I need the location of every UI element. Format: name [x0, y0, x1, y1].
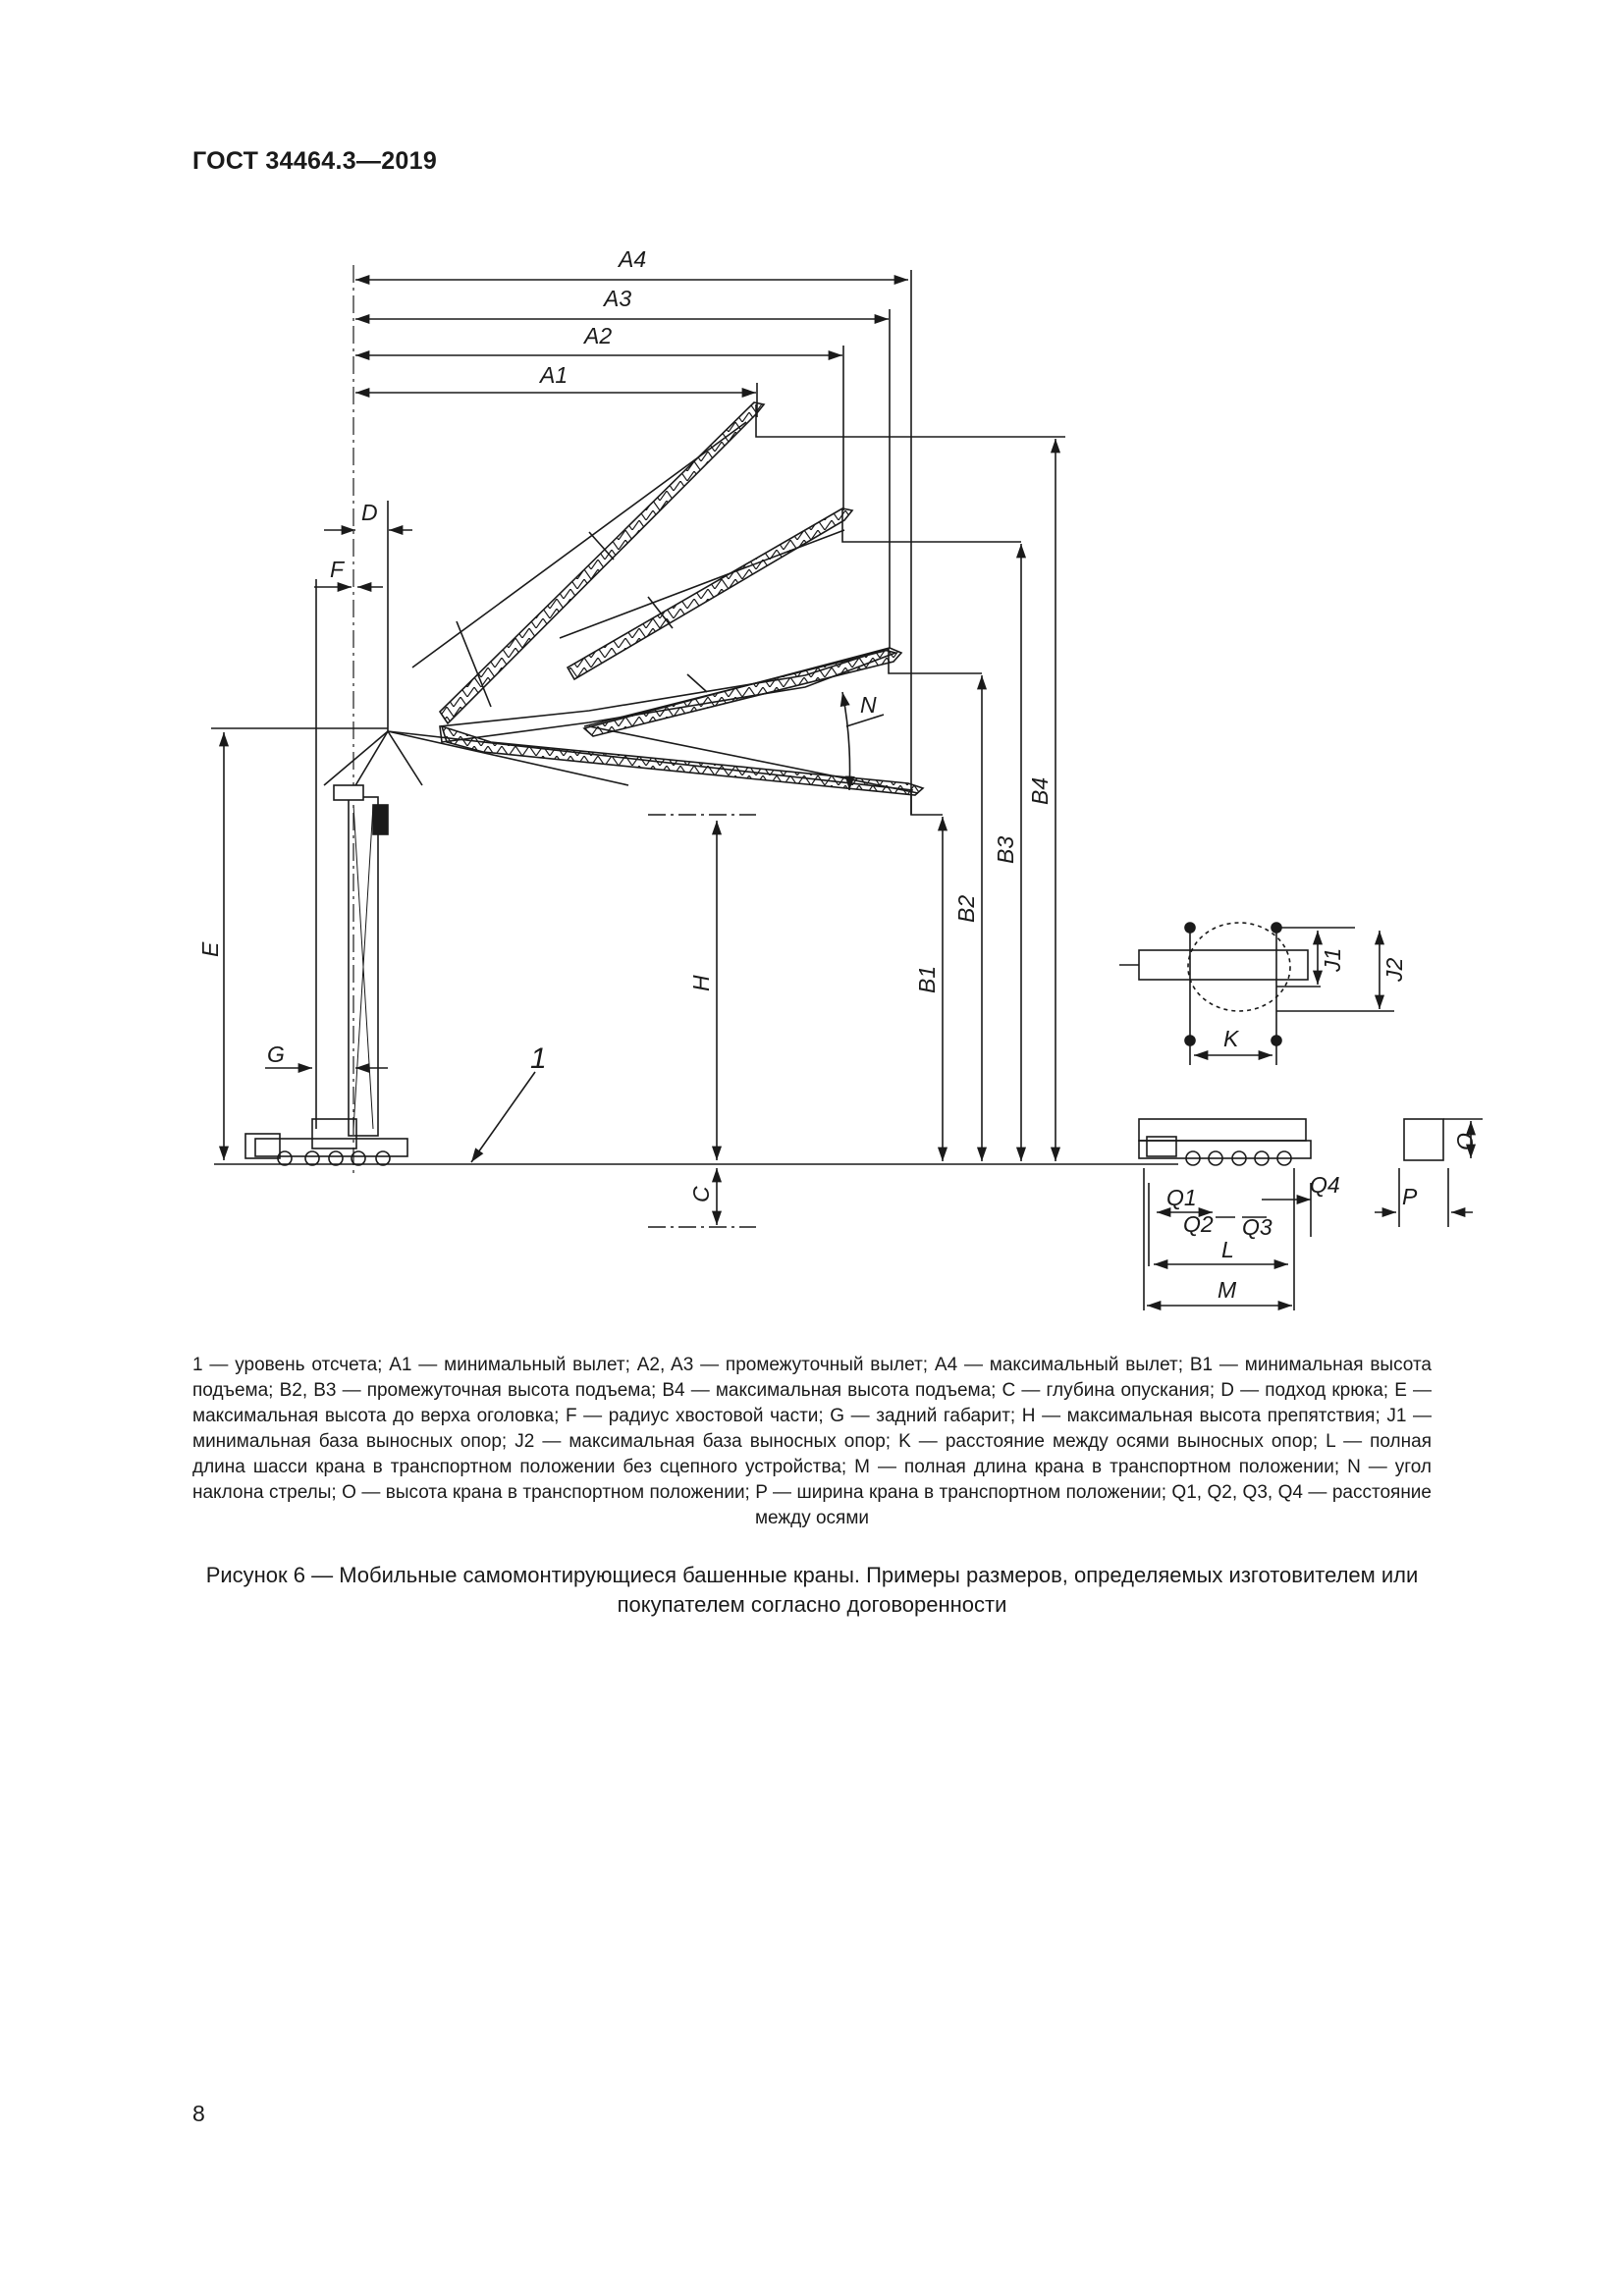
label-Q4: Q4 [1310, 1172, 1340, 1198]
label-G: G [267, 1041, 285, 1067]
label-B1: B1 [914, 965, 940, 993]
boom-positions [388, 402, 1065, 815]
label-M: M [1218, 1277, 1237, 1303]
label-K: K [1223, 1026, 1239, 1051]
label-O: O [1452, 1133, 1478, 1150]
label-B3: B3 [993, 835, 1018, 864]
figure-legend: 1 — уровень отсчета; A1 — минимальный вылет; A2, A3 — промежуточный вылет; A4 — максимальный вылет; B1 — минимальная высота подъема; B2, B3 — промежуточная высота подъема; B4 — максимальная высота подъема; C — глубина опускания; D — подход крюка; E — максимальная высота до верха оголовка; F — радиус хвостовой части; G — задний габарит; H — максимальная высота препятствия; J1 — минимальная база выносных опор; J2 — максимальная база выносных опор; K — расстояние между осями выносных опор; L — полная длина шасси крана в транспортном положении без сцепного устройства; M — полная длина крана в транспортном положении; N — угол наклона стрелы; O — высота крана в транспортном положении; P — ширина крана в транспортном положении; Q1, Q2, Q3, Q4 — расстояние между осями [192, 1355, 1432, 1528]
label-A2: A2 [584, 323, 613, 348]
label-D: D [361, 500, 378, 525]
crane-tower [245, 731, 422, 1165]
label-A1: A1 [540, 362, 568, 388]
label-reference-1: 1 [530, 1042, 547, 1075]
label-F: F [330, 557, 345, 582]
figure-caption: Рисунок 6 — Мобильные самомонтирующиеся башенные краны. Примеры размеров, определяемых изготовителем или покупателем согласно договоренности [205, 1563, 1419, 1617]
label-A4: A4 [619, 246, 647, 272]
document-header: ГОСТ 34464.3—2019 [192, 147, 438, 175]
label-N: N [860, 692, 877, 718]
label-P: P [1402, 1184, 1418, 1209]
label-J2: J2 [1381, 957, 1407, 982]
label-H: H [688, 975, 714, 991]
label-B2: B2 [953, 894, 979, 923]
label-A3: A3 [604, 286, 632, 311]
label-C: C [688, 1186, 714, 1202]
page-number: 8 [192, 2101, 205, 2126]
top-view-outriggers [1119, 923, 1394, 1065]
reference-level-leader [471, 1072, 535, 1162]
label-J1: J1 [1320, 947, 1345, 972]
label-Q3: Q3 [1242, 1214, 1272, 1240]
label-L: L [1221, 1237, 1234, 1262]
label-Q2: Q2 [1183, 1211, 1214, 1237]
A-dimensions [355, 270, 911, 815]
label-Q1: Q1 [1166, 1185, 1197, 1210]
label-B4: B4 [1027, 776, 1053, 805]
label-E: E [197, 941, 223, 957]
D-F-dimensions [314, 501, 412, 1129]
